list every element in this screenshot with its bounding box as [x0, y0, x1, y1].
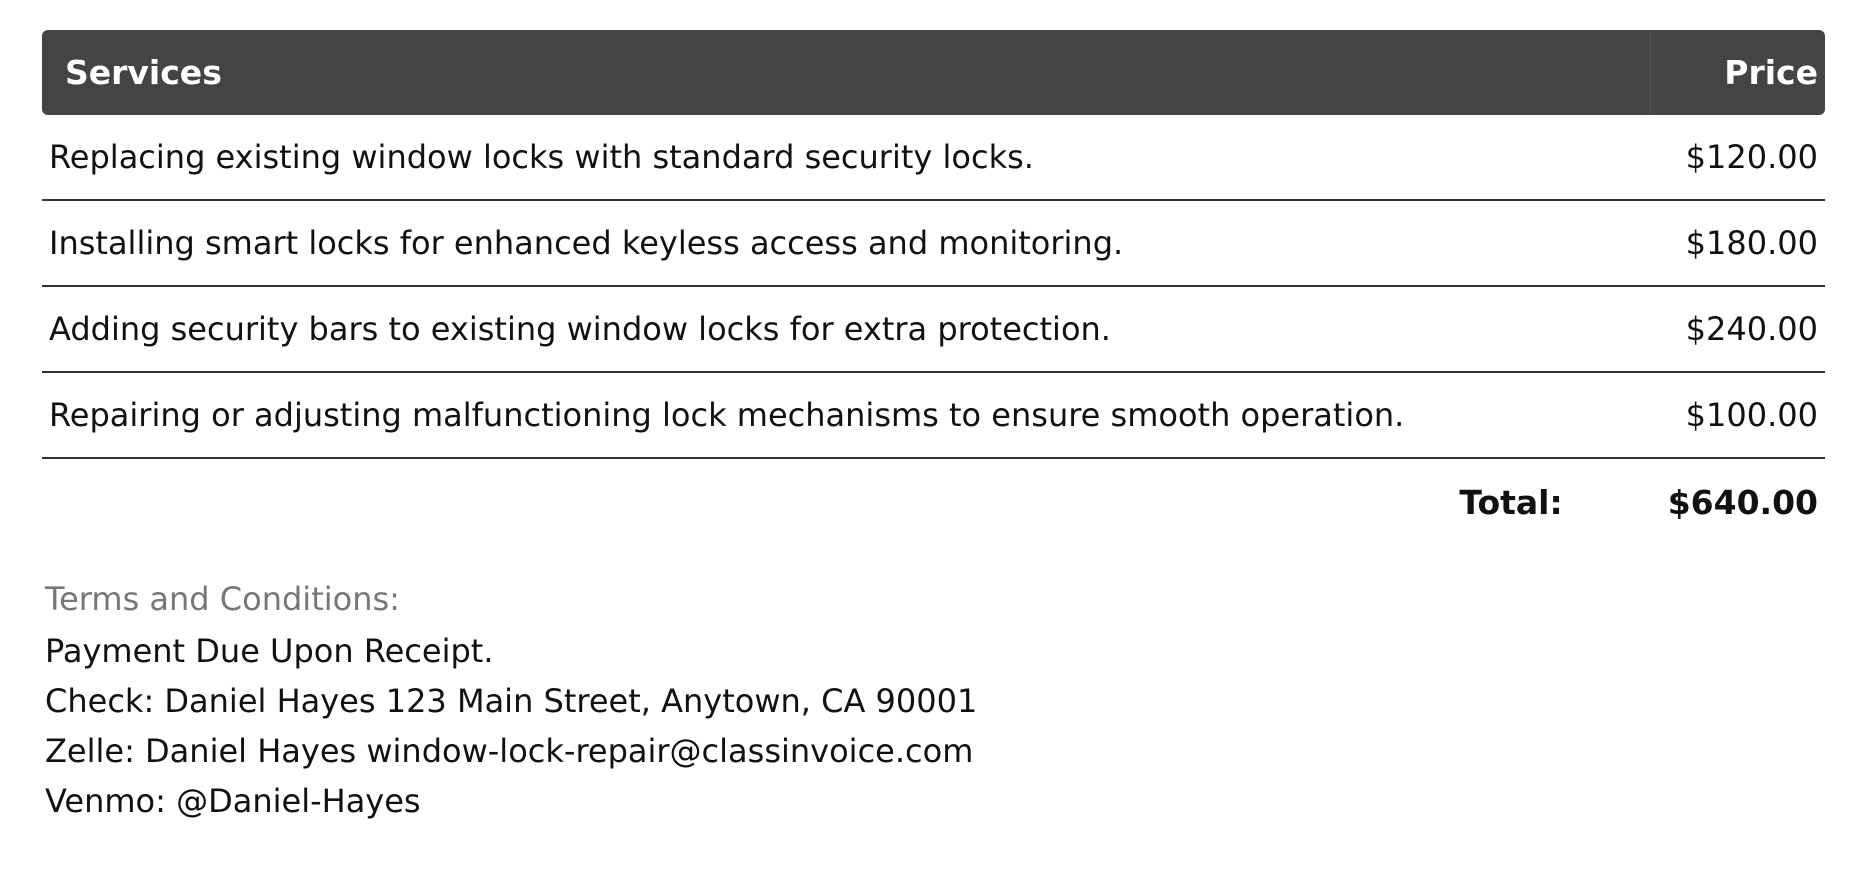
table-row [42, 373, 1825, 459]
terms-check-info: Check: Daniel Hayes 123 Main Street, Anytown, CA 90001 [45, 682, 978, 720]
terms-section [45, 580, 977, 832]
total-row [42, 459, 1825, 545]
invoice-services-table [42, 30, 1825, 545]
service-description: Installing smart locks for enhanced keyless access and monitoring. [49, 224, 1124, 262]
table-header [42, 30, 1825, 115]
service-price: $100.00 [1685, 396, 1818, 434]
total-label: Total: [1459, 482, 1563, 522]
service-description: Repairing or adjusting malfunctioning lock mechanisms to ensure smooth operation. [49, 396, 1405, 434]
service-price: $240.00 [1685, 310, 1818, 348]
service-description: Adding security bars to existing window locks for extra protection. [49, 310, 1111, 348]
service-description: Replacing existing window locks with standard security locks. [49, 138, 1034, 176]
table-row [42, 115, 1825, 201]
total-value: $640.00 [1667, 482, 1818, 522]
terms-payment-due: Payment Due Upon Receipt. [45, 632, 494, 670]
terms-zelle-info: Zelle: Daniel Hayes window-lock-repair@classinvoice.com [45, 732, 974, 770]
services-column-header: Services [42, 30, 1651, 115]
service-price: $180.00 [1685, 224, 1818, 262]
terms-venmo-info: Venmo: @Daniel-Hayes [45, 782, 421, 820]
price-column-header: Price [1724, 53, 1818, 92]
terms-title: Terms and Conditions: [45, 580, 400, 618]
table-row [42, 287, 1825, 373]
table-row [42, 201, 1825, 287]
service-price: $120.00 [1685, 138, 1818, 176]
